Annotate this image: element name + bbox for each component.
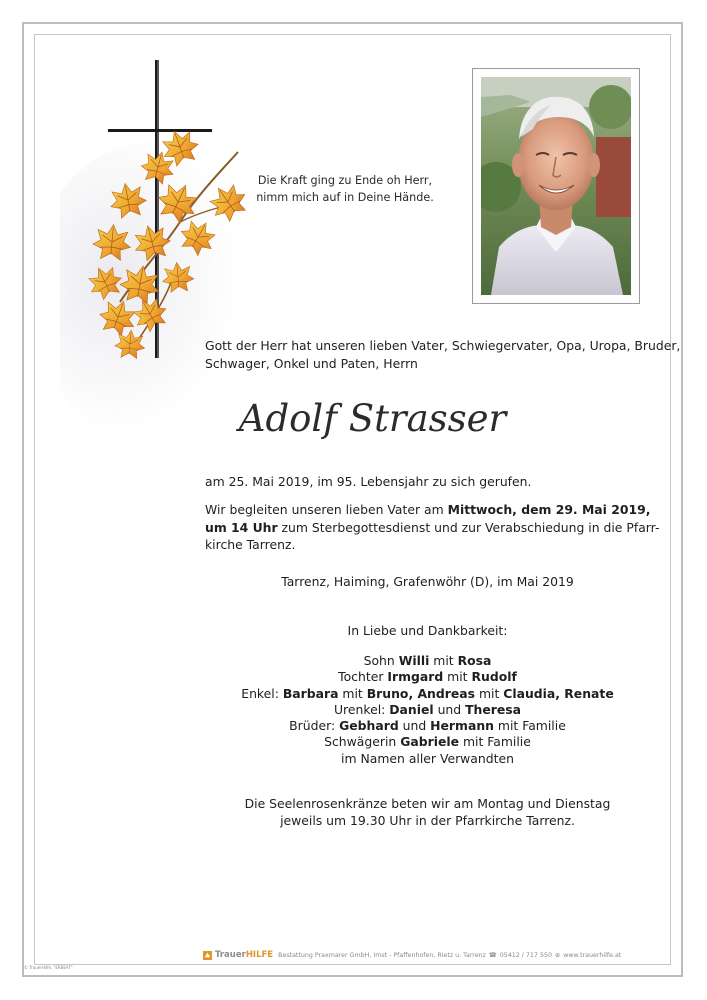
relatives-row-sister-in-law: Schwägerin Gabriele mit Familie xyxy=(324,734,531,750)
age-line: am 25. Mai 2019, im 95. Lebensjahr zu sich gerufen. xyxy=(205,474,532,489)
verse-line-2: nimm mich auf in Deine Hände. xyxy=(256,190,434,204)
intro-line-1: Gott der Herr hat unseren lieben Vater, Schwiegervater, Opa, Uropa, Bruder, xyxy=(205,338,681,353)
place-date-line: Tarrenz, Haiming, Grafenwöhr (D), im Mai 2019 xyxy=(281,574,574,589)
relatives-list xyxy=(205,653,650,767)
portrait-frame xyxy=(472,68,640,304)
footer xyxy=(203,948,621,962)
footer-phone-icon: ☎ xyxy=(488,951,497,959)
rosary-notice xyxy=(205,796,650,829)
portrait-photo xyxy=(481,77,631,295)
rosary-line-1: Die Seelenrosenkränze beten wir am Montag und Dienstag xyxy=(244,796,611,811)
service-line-3: kirche Tarrenz. xyxy=(205,537,296,552)
footer-website[interactable]: www.trauerhilfe.at xyxy=(563,951,622,959)
gratitude-heading: In Liebe und Dankbarkeit: xyxy=(347,623,508,638)
relatives-row-brothers: Brüder: Gebhard und Hermann mit Familie xyxy=(289,718,566,734)
cross-horizontal-beam xyxy=(108,129,212,132)
footer-brand: TrauerHILFE xyxy=(215,950,274,960)
relatives-row-all-relatives: im Namen aller Verwandten xyxy=(341,750,514,766)
footer-company: Bestattung Praxmarer GmbH, Imst - Pfaffenhofen, Rietz u. Tarrenz xyxy=(278,951,486,959)
relatives-row-son: Sohn Willi mit Rosa xyxy=(363,653,492,668)
verse-line-1: Die Kraft ging zu Ende oh Herr, xyxy=(257,174,433,187)
footer-globe-icon: ⊕ xyxy=(554,951,561,959)
deceased-name: Adolf Strasser xyxy=(238,397,507,440)
trauerhilfe-logo-icon xyxy=(203,951,212,960)
relatives-row-grandchildren: Enkel: Barbara mit Bruno, Andreas mit Claudia, Renate xyxy=(241,685,614,701)
footer-phone: 05412 / 717 550 xyxy=(499,951,552,959)
service-text xyxy=(205,501,660,554)
relatives-row-daughter: Tochter Irmgard mit Rudolf xyxy=(338,669,517,685)
intro-line-2: Schwager, Onkel und Paten, Herrn xyxy=(205,355,418,371)
rosary-line-2: jeweils um 19.30 Uhr in der Pfarrkirche Tarrenz. xyxy=(280,812,575,828)
cross-with-leaves-image xyxy=(60,52,320,432)
relatives-row-great-grandchildren: Urenkel: Daniel und Theresa xyxy=(333,701,522,717)
copyright-note: © TrauerHilfe, "ERBEAT" xyxy=(24,965,73,970)
service-line-1: Wir begleiten unseren lieben Vater am Mittwoch, dem 29. Mai 2019, xyxy=(205,502,651,517)
verse xyxy=(240,173,450,206)
mist-shadow xyxy=(60,142,270,432)
intro-text xyxy=(205,337,681,372)
service-line-2: um 14 Uhr zum Sterbegottesdienst und zur Verabschiedung in die Pfarr- xyxy=(205,519,660,535)
